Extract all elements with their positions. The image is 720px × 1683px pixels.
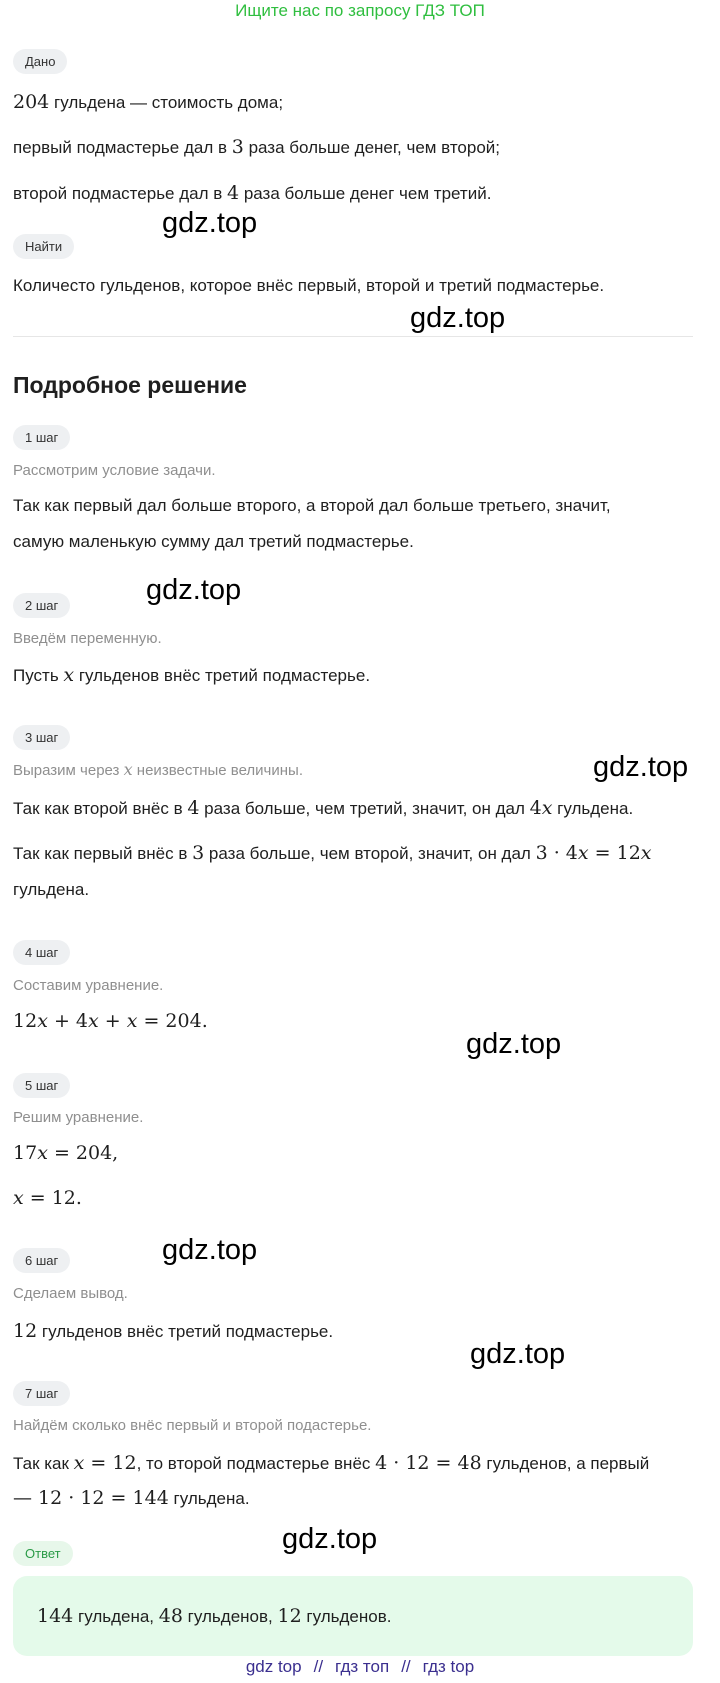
- step-5-label: 5 шаг: [13, 1073, 70, 1098]
- step-3-line-2: Так как первый внёс в 3 раза больше, чем второй, значит, он дал 3 · 4x = 12x: [13, 842, 652, 864]
- step-5-equation-1: 17x = 204,: [13, 1142, 119, 1164]
- step-6-label: 6 шаг: [13, 1248, 70, 1273]
- watermark: gdz.top: [162, 1234, 258, 1266]
- footer-link-gdz-top[interactable]: gdz top: [245, 1657, 302, 1676]
- step-3-label: 3 шаг: [13, 725, 70, 750]
- watermark: gdz.top: [146, 574, 242, 606]
- step-1-desc: Рассмотрим условие задачи.: [13, 462, 216, 479]
- step-2-desc: Введём переменную.: [13, 630, 162, 647]
- footer-link-gdz-top-mixed[interactable]: гдз top: [422, 1657, 475, 1676]
- watermark: gdz.top: [470, 1338, 566, 1370]
- step-3-line-1: Так как второй внёс в 4 раза больше, чем третий, значит, он дал 4x гульдена.: [13, 797, 634, 819]
- answer-label: Ответ: [13, 1541, 73, 1566]
- watermark: gdz.top: [466, 1028, 562, 1060]
- find-text: Количесто гульденов, которое внёс первый, второй и третий подмастерье.: [13, 276, 605, 295]
- step-2-line: Пусть x гульденов внёс третий подмастерье.: [13, 664, 371, 686]
- step-2-label: 2 шаг: [13, 593, 70, 618]
- step-6-desc: Сделаем вывод.: [13, 1285, 128, 1302]
- step-4-desc: Составим уравнение.: [13, 977, 164, 994]
- step-7-label: 7 шаг: [13, 1381, 70, 1406]
- footer-link-gdz-top-ru[interactable]: гдз топ: [335, 1657, 390, 1676]
- step-5-equation-2: x = 12.: [13, 1187, 82, 1209]
- watermark: gdz.top: [162, 207, 258, 239]
- footer-separator: //: [313, 1657, 324, 1676]
- find-label: Найти: [13, 234, 74, 259]
- watermark: gdz.top: [282, 1523, 378, 1555]
- given-line-3: второй подмастерье дал в 4 раза больше денег чем третий.: [13, 182, 492, 204]
- step-7-line-2: — 12 · 12 = 144 гульдена.: [13, 1487, 250, 1509]
- step-4-label: 4 шаг: [13, 940, 70, 965]
- solution-title: Подробное решение: [13, 372, 247, 398]
- step-1-line-2: самую маленькую сумму дал третий подмастерье.: [13, 532, 414, 551]
- step-4-equation: 12x + 4x + x = 204.: [13, 1010, 208, 1032]
- search-hint-banner: Ищите нас по запросу ГДЗ ТОП: [235, 1, 485, 20]
- given-label: Дано: [13, 49, 67, 74]
- step-7-line-1: Так как x = 12, то второй подмастерье внёс 4 · 12 = 48 гульденов, а первый: [13, 1452, 650, 1474]
- step-3-desc: Выразим через x неизвестные величины.: [13, 760, 303, 779]
- footer-links: [0, 1655, 720, 1679]
- step-7-desc: Найдём сколько внёс первый и второй подастерье.: [13, 1417, 372, 1434]
- answer-text: 144 гульдена, 48 гульденов, 12 гульденов.: [37, 1605, 392, 1627]
- watermark: gdz.top: [410, 302, 506, 334]
- answer-box: [13, 1576, 693, 1656]
- given-line-1: 204 гульдена — стоимость дома;: [13, 91, 284, 113]
- step-1-line-1: Так как первый дал больше второго, а второй дал больше третьего, значит,: [13, 496, 611, 515]
- step-6-line: 12 гульденов внёс третий подмастерье.: [13, 1320, 334, 1342]
- step-3-line-3: гульдена.: [13, 880, 90, 899]
- step-1-label: 1 шаг: [13, 425, 70, 450]
- given-line-2: первый подмастерье дал в 3 раза больше денег, чем второй;: [13, 136, 501, 158]
- footer-separator: //: [401, 1657, 411, 1676]
- section-divider: [13, 336, 693, 337]
- step-5-desc: Решим уравнение.: [13, 1109, 144, 1126]
- watermark: gdz.top: [593, 751, 689, 783]
